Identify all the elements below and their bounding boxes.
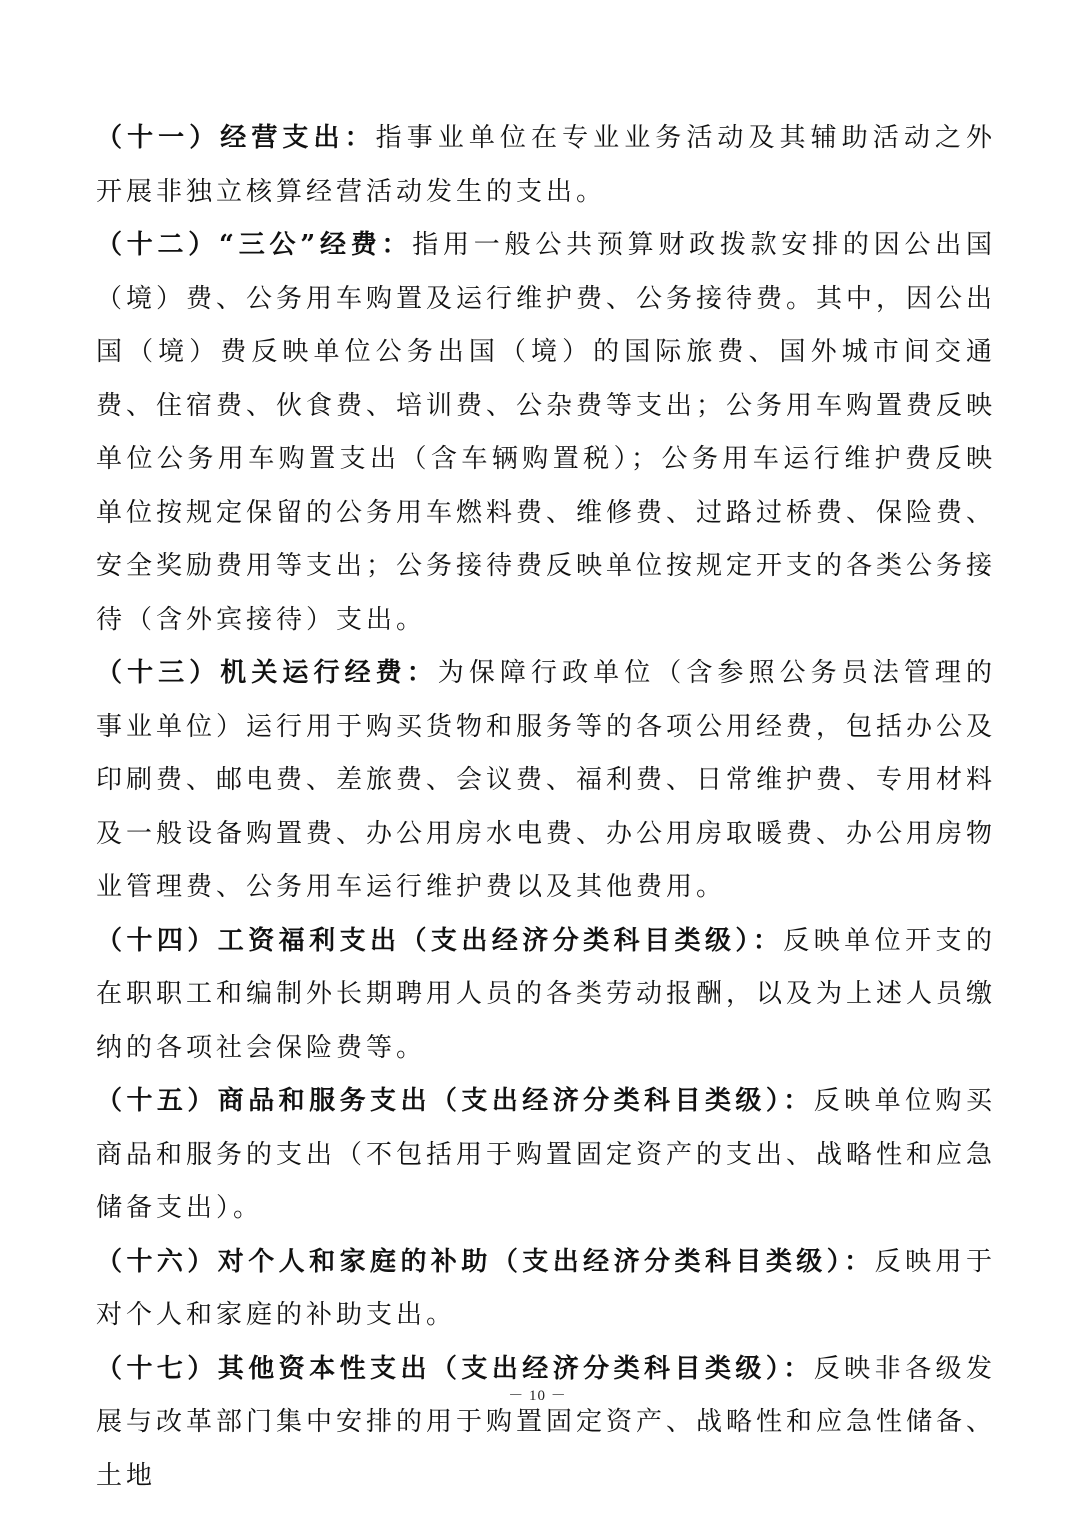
paragraph-individual-household-subsidies <box>96 1236 996 1343</box>
term-other-capital-expenses: （十七）其他资本性支出（支出经济分类科目类级）： <box>96 1353 814 1384</box>
definition-three-public-expenses: 指用一般公共预算财政拨款安排的因公出国（境）费、公务用车购置及运行维护费、公务接待费。其中，因公出国（境）费反映单位公务出国（境）的国际旅费、国外城市间交通费、住宿费、伙食费、培训费、公杂费等支出；公务用车购置费反映单位公务用车购置支出（含车辆购置税）；公务用车运行维护费反映单位按规定保留的公务用车燃料费、维修费、过路过桥费、保险费、安全奖励费用等支出；公务接待费反映单位按规定开支的各类公务接待（含外宾接待）支出。 <box>96 230 997 635</box>
definition-goods-services: 反映单位购买商品和服务的支出（不包括用于购置固定资产的支出、战略性和应急储备支出）。 <box>96 1086 997 1223</box>
paragraph-agency-operating-funds <box>96 647 996 915</box>
definition-wages-welfare: 反映单位开支的在职职工和编制外长期聘用人员的各类劳动报酬，以及为上述人员缴纳的各项社会保险费等。 <box>96 925 997 1063</box>
paragraph-other-capital-expenses <box>96 1343 996 1504</box>
term-agency-operating-funds: （十三）机关运行经费： <box>96 658 438 688</box>
body-text <box>96 112 996 1503</box>
definition-individual-household-subsidies: 反映用于对个人和家庭的补助支出。 <box>96 1246 996 1330</box>
page-number: － 10 － <box>508 1388 567 1404</box>
paragraph-three-public-expenses <box>96 219 996 647</box>
term-three-public-expenses: （十二）“三公”经费： <box>96 230 413 260</box>
term-goods-services: （十五）商品和服务支出（支出经济分类科目类级）： <box>96 1086 814 1116</box>
term-individual-household-subsidies: （十六）对个人和家庭的补助（支出经济分类科目类级）： <box>96 1246 875 1277</box>
term-operating-expenses: （十一）经营支出： <box>96 123 376 153</box>
definition-agency-operating-funds: 为保障行政单位（含参照公务员法管理的事业单位）运行用于购买货物和服务等的各项公用经费，包括办公及印刷费、邮电费、差旅费、会议费、福利费、日常维护费、专用材料及一般设备购置费、办公用房水电费、办公用房取暖费、办公用房物业管理费、公务用车运行维护费以及其他费用。 <box>96 658 997 902</box>
term-wages-welfare: （十四）工资福利支出（支出经济分类科目类级）： <box>96 925 784 956</box>
paragraph-operating-expenses <box>96 112 996 219</box>
paragraph-wages-welfare <box>96 915 996 1076</box>
paragraph-goods-services <box>96 1075 996 1236</box>
definition-operating-expenses: 指事业单位在专业业务活动及其辅助活动之外开展非独立核算经营活动发生的支出。 <box>96 123 996 207</box>
definition-other-capital-expenses: 反映非各级发展与改革部门集中安排的用于购置固定资产、战略性和应急性储备、土地 <box>96 1353 997 1491</box>
